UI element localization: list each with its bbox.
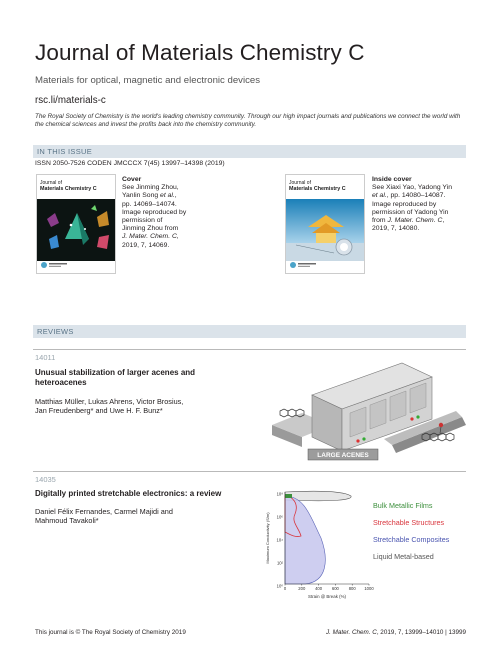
- journal-subtitle: Materials for optical, magnetic and electronic devices: [35, 75, 261, 86]
- cover-journal-label: Journal of Materials Chemistry C: [40, 180, 97, 192]
- rsc-logo-icon: [289, 261, 363, 269]
- legend-entry: Stretchable Composites: [373, 535, 450, 544]
- y-axis-label: Maximum Conductivity (S/m): [265, 512, 270, 564]
- x-tick-label: 400: [315, 586, 323, 591]
- article-authors: Matthias Müller, Lukas Ahrens, Victor Brosius, Jan Freudenberg* and Uwe H. F. Bunz*: [35, 397, 184, 416]
- y-tick-label: 10⁴: [276, 537, 283, 543]
- divider: [33, 349, 466, 350]
- article-page-number: 14011: [35, 353, 56, 362]
- cover-image[interactable]: [36, 174, 116, 274]
- in-this-issue-heading: IN THIS ISSUE: [37, 147, 93, 156]
- journal-url-link[interactable]: rsc.li/materials-c: [35, 95, 106, 106]
- issn-line: ISSN 2050-7526 CODEN JMCCCX 7(45) 13997–14398 (2019): [35, 160, 225, 167]
- x-tick-label: 200: [298, 586, 306, 591]
- rsc-logo-icon: [40, 261, 114, 269]
- legend-entry: Liquid Metal-based: [373, 552, 434, 561]
- acene-machine-graphic: [272, 355, 468, 467]
- y-tick-label: 10⁰: [276, 583, 283, 589]
- inside-cover-image[interactable]: [285, 174, 365, 274]
- inside-cover-artwork: [286, 199, 365, 261]
- article-authors: Daniel Félix Fernandes, Carmel Majidi and Mahmoud Tavakoli*: [35, 507, 173, 526]
- legend-entry: Stretchable Structures: [373, 518, 445, 527]
- inside-cover-journal-label: Journal of Materials Chemistry C: [289, 180, 346, 192]
- y-tick-label: 10⁸: [276, 491, 283, 497]
- x-tick-label: 800: [348, 586, 356, 591]
- article-title-link[interactable]: Unusual stabilization of larger acenes and heteroacenes: [35, 368, 196, 387]
- reviews-bar: [33, 325, 466, 338]
- footer-citation: J. Mater. Chem. C, 2019, 7, 13999–14010 | 13999: [325, 629, 466, 636]
- article-title-link[interactable]: Digitally printed stretchable electronics: a review: [35, 489, 222, 498]
- x-tick-label: 1000: [364, 586, 374, 591]
- conductivity-strain-chart: [265, 488, 475, 600]
- bulk-metal-region: [285, 494, 292, 498]
- inside-cover-caption: Inside cover See Xiaxi Yao, Yadong Yin et al., pp. 14080–14087. Image reproduced by permission of Yadong Yin from J. Mater. Chem. C, 2019, 7, 14080.: [372, 176, 452, 233]
- large-acenes-label: LARGE ACENES: [317, 452, 369, 459]
- divider: [33, 471, 466, 472]
- y-tick-label: 10⁶: [276, 514, 283, 520]
- cover-caption: Cover See Jinming Zhou, Yanlin Song et al., pp. 14069–14074. Image reproduced by permission of Jinming Zhou from J. Mater. Chem. C, 2019, 7, 14069.: [122, 176, 187, 249]
- legend-entry: Bulk Metallic Films: [373, 501, 433, 510]
- article-page-number: 14035: [35, 475, 56, 484]
- composites-region: [285, 496, 325, 584]
- cover-artwork: [37, 199, 116, 261]
- y-tick-label: 10²: [276, 560, 283, 566]
- x-axis-label: Strain @ Break (%): [308, 594, 346, 599]
- x-tick-label: 600: [331, 586, 339, 591]
- in-this-issue-bar: [33, 145, 466, 158]
- journal-title: Journal of Materials Chemistry C: [35, 40, 365, 65]
- rsc-blurb: The Royal Society of Chemistry is the world's leading chemistry community. Through our high impact journals and publications we connect the world with the chemical sciences and invest the profits back into the chemistry community.: [35, 113, 461, 128]
- footer-copyright: This journal is © The Royal Society of Chemistry 2019: [35, 629, 186, 636]
- reviews-heading: REVIEWS: [37, 327, 74, 336]
- x-tick-label: 0: [283, 586, 287, 591]
